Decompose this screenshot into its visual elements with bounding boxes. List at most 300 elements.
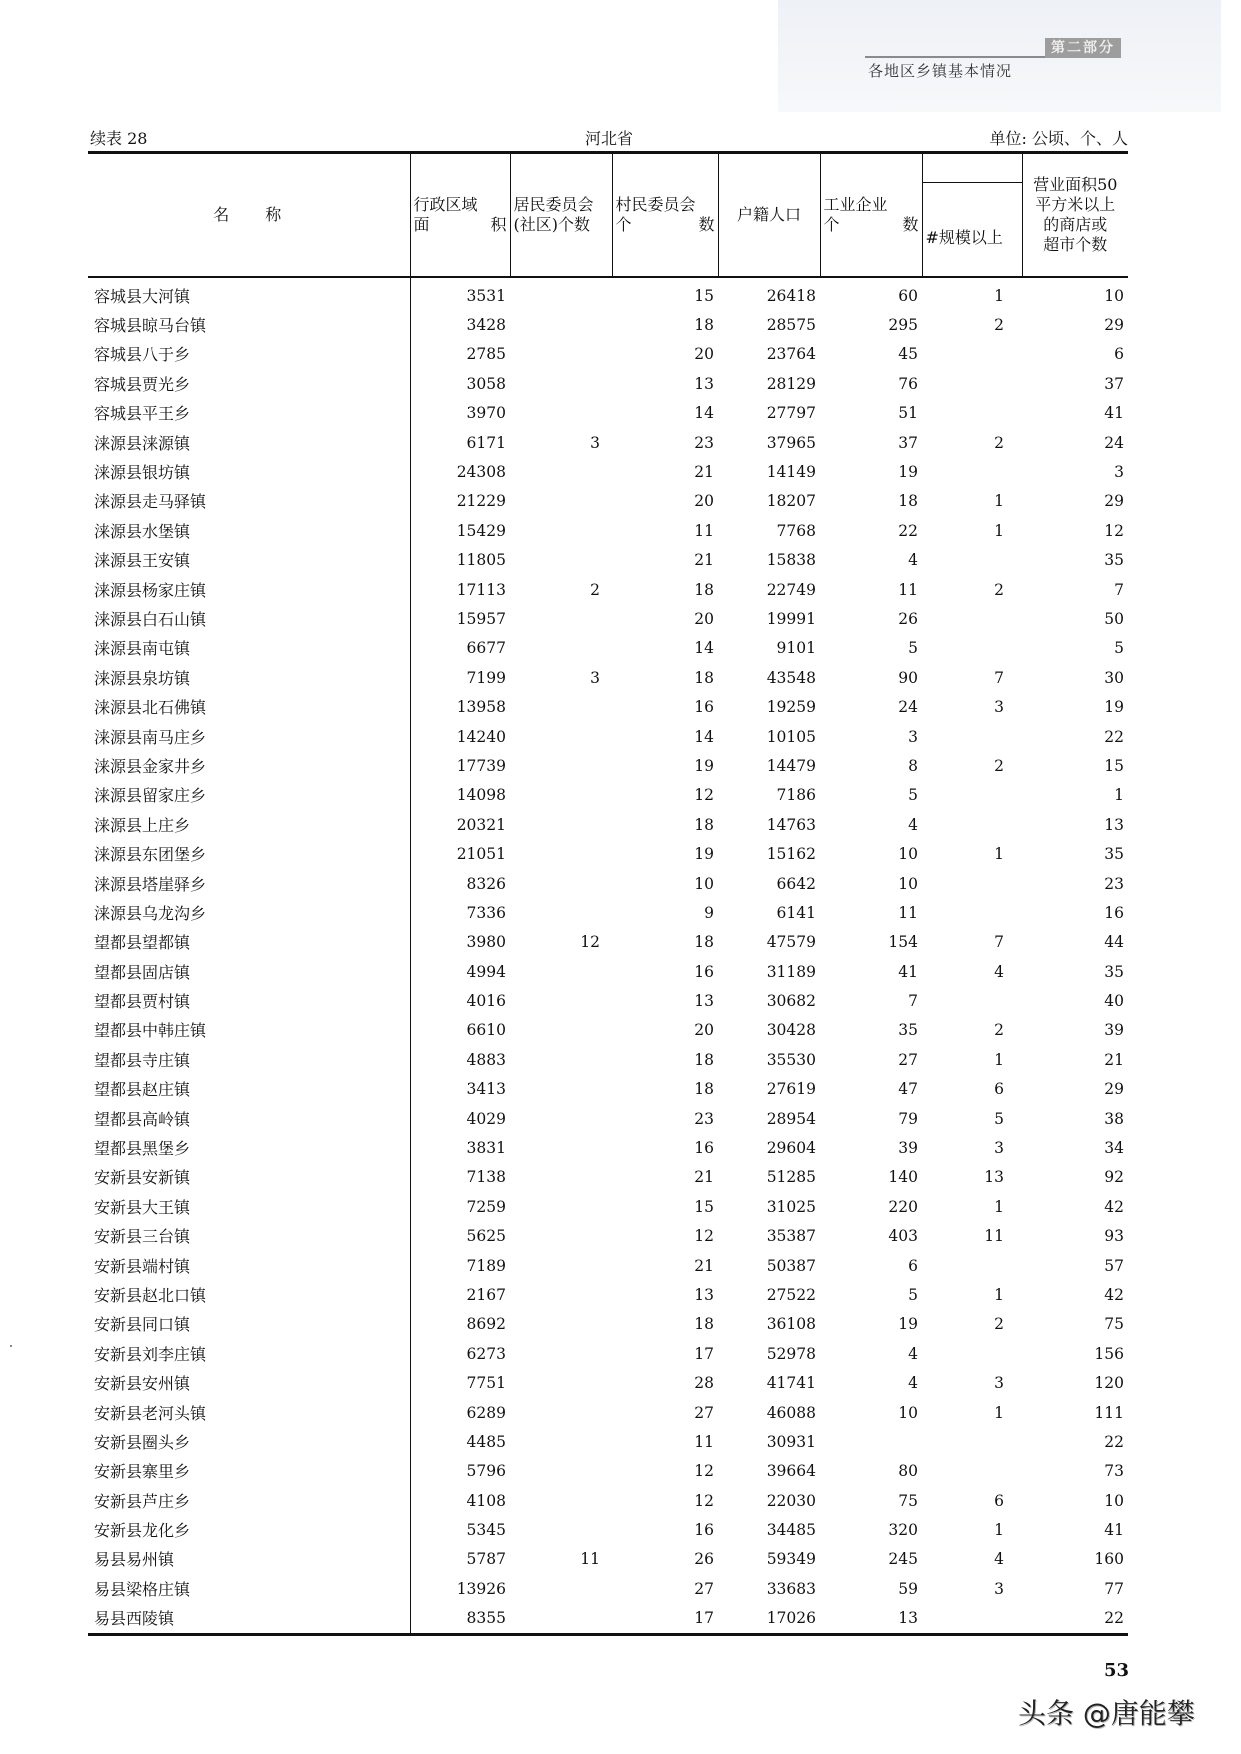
row-name: 涞源县走马驿镇 — [88, 487, 410, 516]
cell-industrial-enterprises: 5 — [908, 1285, 918, 1304]
cell-industrial-enterprises: 10 — [898, 845, 918, 864]
row-name: 涞源县水堡镇 — [88, 517, 410, 546]
row-name: 容城县八于乡 — [88, 340, 410, 369]
cell-population: 14479 — [766, 756, 816, 775]
cell-village-committees: 13 — [694, 992, 714, 1011]
cell-above-scale: 1 — [994, 1197, 1004, 1216]
cell-industrial-enterprises: 10 — [898, 874, 918, 893]
cell-resident-committees: 3 — [590, 433, 600, 452]
table-row — [88, 664, 1128, 693]
cell-shops: 77 — [1104, 1579, 1124, 1598]
cell-above-scale: 1 — [994, 845, 1004, 864]
section-title: 各地区乡镇基本情况 — [868, 62, 1013, 80]
cell-admin-area: 6289 — [466, 1403, 506, 1422]
cell-population: 14149 — [766, 463, 816, 482]
cell-village-committees: 27 — [694, 1579, 714, 1598]
cell-population: 51285 — [766, 1168, 816, 1187]
cell-admin-area: 7189 — [466, 1256, 506, 1275]
row-name: 容城县大河镇 — [88, 277, 410, 311]
cell-village-committees: 19 — [694, 756, 714, 775]
cell-resident-committees — [510, 517, 612, 546]
cell-admin-area: 7259 — [466, 1197, 506, 1216]
cell-above-scale — [922, 811, 1022, 840]
row-name: 涞源县塔崖驿乡 — [88, 869, 410, 898]
cell-admin-area: 5345 — [466, 1521, 506, 1540]
cell-population: 26418 — [766, 286, 816, 305]
cell-industrial-enterprises: 41 — [898, 962, 918, 981]
cell-industrial-enterprises: 19 — [898, 463, 918, 482]
cell-village-committees: 12 — [694, 786, 714, 805]
cell-admin-area: 4994 — [466, 962, 506, 981]
cell-shops: 111 — [1094, 1403, 1124, 1422]
cell-above-scale: 1 — [994, 521, 1004, 540]
cell-above-scale — [922, 1340, 1022, 1369]
cell-village-committees: 26 — [694, 1550, 714, 1569]
scan-speck — [10, 1345, 12, 1347]
cell-resident-committees — [510, 1075, 612, 1104]
cell-shops: 22 — [1104, 1432, 1124, 1451]
row-name: 涞源县杨家庄镇 — [88, 575, 410, 604]
cell-industrial-enterprises: 24 — [898, 698, 918, 717]
cell-shops: 73 — [1104, 1462, 1124, 1481]
cell-admin-area: 6273 — [466, 1344, 506, 1363]
row-name: 涞源县东团堡乡 — [88, 840, 410, 869]
cell-above-scale: 2 — [994, 316, 1004, 335]
table-row — [88, 1046, 1128, 1075]
cell-above-scale: 2 — [994, 1315, 1004, 1334]
row-name: 涞源县留家庄乡 — [88, 781, 410, 810]
row-name: 望都县寺庄镇 — [88, 1046, 410, 1075]
cell-population: 22749 — [766, 580, 816, 599]
cell-village-committees: 27 — [694, 1403, 714, 1422]
cell-shops: 24 — [1104, 433, 1124, 452]
table-row — [88, 340, 1128, 369]
cell-industrial-enterprises: 7 — [908, 992, 918, 1011]
cell-above-scale: 3 — [994, 1579, 1004, 1598]
watermark: 头条 @唐能攀 — [1018, 1697, 1195, 1730]
cell-admin-area: 15957 — [456, 609, 506, 628]
cell-above-scale — [922, 781, 1022, 810]
cell-above-scale: 3 — [994, 698, 1004, 717]
table-row — [88, 1075, 1128, 1104]
cell-above-scale — [922, 340, 1022, 369]
cell-above-scale: 11 — [984, 1227, 1004, 1246]
row-name: 望都县固店镇 — [88, 957, 410, 986]
page-number: 53 — [1104, 1660, 1130, 1681]
cell-industrial-enterprises: 60 — [898, 286, 918, 305]
cell-village-committees: 17 — [694, 1344, 714, 1363]
cell-admin-area: 7336 — [466, 903, 506, 922]
cell-population: 43548 — [766, 668, 816, 687]
cell-above-scale — [922, 370, 1022, 399]
cell-resident-committees — [510, 899, 612, 928]
cell-shops: 6 — [1114, 345, 1124, 364]
cell-above-scale: 2 — [994, 580, 1004, 599]
cell-industrial-enterprises: 13 — [820, 1604, 922, 1635]
cell-above-scale: 2 — [994, 433, 1004, 452]
cell-population: 27619 — [766, 1080, 816, 1099]
cell-shops: 35 — [1104, 845, 1124, 864]
row-name: 涞源县王安镇 — [88, 546, 410, 575]
cell-village-committees: 17 — [612, 1604, 718, 1635]
cell-admin-area: 8355 — [410, 1604, 510, 1635]
cell-shops: 21 — [1104, 1050, 1124, 1069]
table-row — [88, 811, 1128, 840]
cell-resident-committees — [510, 1134, 612, 1163]
row-name: 容城县晾马台镇 — [88, 311, 410, 340]
cell-village-committees: 23 — [694, 433, 714, 452]
cell-industrial-enterprises: 245 — [888, 1550, 918, 1569]
cell-shops: 16 — [1104, 903, 1124, 922]
cell-population: 31025 — [766, 1197, 816, 1216]
cell-industrial-enterprises: 47 — [898, 1080, 918, 1099]
table-row — [88, 605, 1128, 634]
cell-village-committees: 10 — [694, 874, 714, 893]
cell-industrial-enterprises: 403 — [888, 1227, 918, 1246]
cell-above-scale: 5 — [994, 1109, 1004, 1128]
cell-admin-area: 4485 — [466, 1432, 506, 1451]
cell-admin-area: 14098 — [456, 786, 506, 805]
cell-population: 14763 — [766, 815, 816, 834]
cell-shops: 38 — [1104, 1109, 1124, 1128]
cell-shops: 40 — [1104, 992, 1124, 1011]
cell-industrial-enterprises: 220 — [888, 1197, 918, 1216]
cell-above-scale: 1 — [994, 1050, 1004, 1069]
cell-above-scale: 3 — [994, 1139, 1004, 1158]
cell-village-committees: 16 — [694, 1139, 714, 1158]
table-row — [88, 634, 1128, 663]
cell-industrial-enterprises: 4 — [908, 1344, 918, 1363]
cell-above-scale: 1 — [994, 1403, 1004, 1422]
cell-above-scale — [922, 458, 1022, 487]
cell-above-scale — [922, 546, 1022, 575]
cell-population: 36108 — [766, 1315, 816, 1334]
cell-resident-committees — [510, 1104, 612, 1133]
running-header-rule — [865, 56, 1045, 58]
cell-village-committees: 18 — [694, 815, 714, 834]
cell-resident-committees — [510, 1016, 612, 1045]
cell-above-scale: 2 — [994, 1021, 1004, 1040]
cell-admin-area: 5787 — [466, 1550, 506, 1569]
cell-population: 46088 — [766, 1403, 816, 1422]
cell-admin-area: 3413 — [466, 1080, 506, 1099]
cell-admin-area: 7138 — [466, 1168, 506, 1187]
table-row — [88, 928, 1128, 957]
cell-resident-committees — [510, 370, 612, 399]
cell-admin-area: 2167 — [466, 1285, 506, 1304]
cell-village-committees: 18 — [694, 580, 714, 599]
cell-industrial-enterprises: 76 — [898, 374, 918, 393]
cell-village-committees: 18 — [694, 933, 714, 952]
table-row — [88, 1457, 1128, 1486]
cell-resident-committees — [510, 1163, 612, 1192]
cell-resident-committees — [510, 634, 612, 663]
table-row — [88, 575, 1128, 604]
cell-above-scale: 1 — [994, 286, 1004, 305]
cell-resident-committees — [510, 277, 612, 311]
cell-above-scale — [922, 899, 1022, 928]
row-name: 安新县赵北口镇 — [88, 1281, 410, 1310]
table-row — [88, 1104, 1128, 1133]
cell-above-scale: 1 — [994, 492, 1004, 511]
cell-population: 18207 — [766, 492, 816, 511]
cell-admin-area: 17113 — [456, 580, 506, 599]
table-row — [88, 458, 1128, 487]
cell-village-committees: 15 — [694, 286, 714, 305]
cell-village-committees: 12 — [694, 1227, 714, 1246]
cell-industrial-enterprises: 27 — [898, 1050, 918, 1069]
cell-resident-committees — [510, 487, 612, 516]
table-caption — [90, 126, 1128, 150]
cell-industrial-enterprises: 4 — [908, 815, 918, 834]
cell-population: 37965 — [766, 433, 816, 452]
cell-population: 31189 — [766, 962, 816, 981]
row-name: 安新县龙化乡 — [88, 1516, 410, 1545]
cell-admin-area: 13926 — [456, 1579, 506, 1598]
cell-shops: 37 — [1104, 374, 1124, 393]
cell-industrial-enterprises: 10 — [898, 1403, 918, 1422]
row-name: 安新县老河头镇 — [88, 1398, 410, 1427]
part-badge: 第二部分 — [1045, 38, 1121, 58]
cell-population: 10105 — [766, 727, 816, 746]
cell-resident-committees — [510, 1340, 612, 1369]
row-name: 安新县三台镇 — [88, 1222, 410, 1251]
cell-admin-area: 3831 — [466, 1139, 506, 1158]
cell-shops: 93 — [1104, 1227, 1124, 1246]
cell-population: 50387 — [766, 1256, 816, 1275]
cell-resident-committees — [510, 546, 612, 575]
cell-village-committees: 21 — [694, 463, 714, 482]
cell-shops: 34 — [1104, 1139, 1124, 1158]
cell-shops: 7 — [1114, 580, 1124, 599]
cell-village-committees: 16 — [694, 698, 714, 717]
table-row — [88, 517, 1128, 546]
cell-resident-committees — [510, 1516, 612, 1545]
cell-above-scale — [922, 605, 1022, 634]
cell-population: 35530 — [766, 1050, 816, 1069]
cell-admin-area: 8692 — [466, 1315, 506, 1334]
cell-population: 9101 — [776, 639, 816, 658]
row-name: 安新县圈头乡 — [88, 1428, 410, 1457]
cell-resident-committees — [510, 840, 612, 869]
cell-admin-area: 3970 — [466, 404, 506, 423]
header-village-committees: 村民委员会 个 数 — [612, 153, 718, 277]
row-name: 涞源县上庄乡 — [88, 811, 410, 840]
cell-industrial-enterprises: 4 — [908, 551, 918, 570]
cell-village-committees: 14 — [694, 727, 714, 746]
cell-resident-committees — [510, 1281, 612, 1310]
cell-shops: 41 — [1104, 1521, 1124, 1540]
cell-resident-committees — [510, 1428, 612, 1457]
table-row — [88, 399, 1128, 428]
cell-shops: 5 — [1114, 639, 1124, 658]
cell-population: 39664 — [766, 1462, 816, 1481]
header-name: 名称 — [88, 153, 410, 277]
row-name: 望都县中韩庄镇 — [88, 1016, 410, 1045]
cell-shops: 42 — [1104, 1285, 1124, 1304]
cell-industrial-enterprises: 4 — [908, 1374, 918, 1393]
cell-admin-area: 4016 — [466, 992, 506, 1011]
cell-village-committees: 21 — [694, 1256, 714, 1275]
cell-above-scale — [922, 1428, 1022, 1457]
table-row — [88, 781, 1128, 810]
cell-village-committees: 18 — [694, 668, 714, 687]
cell-industrial-enterprises: 140 — [888, 1168, 918, 1187]
cell-admin-area: 15429 — [456, 521, 506, 540]
cell-village-committees: 20 — [694, 1021, 714, 1040]
table-row — [88, 693, 1128, 722]
table-row — [88, 1487, 1128, 1516]
table-row — [88, 370, 1128, 399]
cell-population: 30931 — [766, 1432, 816, 1451]
cell-admin-area: 24308 — [456, 463, 506, 482]
table-row — [88, 722, 1128, 751]
cell-shops: 22 — [1022, 1604, 1128, 1635]
table-row — [88, 869, 1128, 898]
table-row — [88, 428, 1128, 457]
cell-industrial-enterprises: 3 — [908, 727, 918, 746]
header-registered-population: 户籍人口 — [718, 153, 820, 277]
cell-population: 35387 — [766, 1227, 816, 1246]
sub-header-rule — [922, 182, 1022, 183]
cell-shops: 160 — [1094, 1550, 1124, 1569]
row-name: 涞源县乌龙沟乡 — [88, 899, 410, 928]
row-name: 望都县望都镇 — [88, 928, 410, 957]
row-name: 安新县端村镇 — [88, 1251, 410, 1280]
cell-population: 47579 — [766, 933, 816, 952]
cell-resident-committees: 11 — [580, 1550, 600, 1569]
cell-admin-area: 11805 — [456, 551, 506, 570]
cell-industrial-enterprises: 5 — [908, 786, 918, 805]
cell-above-scale — [922, 869, 1022, 898]
cell-population: 33683 — [766, 1579, 816, 1598]
cell-industrial-enterprises: 35 — [898, 1021, 918, 1040]
table-row — [88, 1575, 1128, 1604]
cell-resident-committees — [510, 1193, 612, 1222]
cell-resident-committees — [510, 722, 612, 751]
cell-shops: 30 — [1104, 668, 1124, 687]
row-name: 容城县平王乡 — [88, 399, 410, 428]
cell-population: 23764 — [766, 345, 816, 364]
cell-population: 6141 — [776, 903, 816, 922]
header-resident-committees: 居民委员会 (社区)个数 — [510, 153, 612, 277]
cell-industrial-enterprises: 26 — [898, 609, 918, 628]
cell-population: 17026 — [718, 1604, 820, 1635]
cell-village-committees: 18 — [694, 1080, 714, 1099]
table-label: 续表 28 — [90, 129, 148, 148]
cell-industrial-enterprises: 5 — [908, 639, 918, 658]
cell-industrial-enterprises: 90 — [898, 668, 918, 687]
table-row — [88, 1545, 1128, 1574]
cell-shops: 92 — [1104, 1168, 1124, 1187]
cell-population: 7768 — [776, 521, 816, 540]
cell-admin-area: 3531 — [466, 286, 506, 305]
cell-admin-area: 7199 — [466, 668, 506, 687]
cell-resident-committees — [510, 340, 612, 369]
table-row — [88, 546, 1128, 575]
cell-resident-committees — [510, 781, 612, 810]
cell-shops: 22 — [1104, 727, 1124, 746]
cell-population: 59349 — [766, 1550, 816, 1569]
cell-population: 28129 — [766, 374, 816, 393]
cell-resident-committees — [510, 1251, 612, 1280]
cell-resident-committees — [510, 1604, 612, 1635]
table-row — [88, 1281, 1128, 1310]
cell-village-committees: 13 — [694, 1285, 714, 1304]
table-row — [88, 1163, 1128, 1192]
province-title: 河北省 — [585, 129, 634, 148]
cell-industrial-enterprises: 19 — [898, 1315, 918, 1334]
cell-population: 19991 — [766, 609, 816, 628]
table-row — [88, 1516, 1128, 1545]
cell-shops: 15 — [1104, 756, 1124, 775]
cell-industrial-enterprises: 80 — [898, 1462, 918, 1481]
table-row — [88, 1369, 1128, 1398]
row-name: 安新县同口镇 — [88, 1310, 410, 1339]
cell-shops: 57 — [1104, 1256, 1124, 1275]
cell-admin-area: 5625 — [466, 1227, 506, 1246]
cell-industrial-enterprises: 37 — [898, 433, 918, 452]
cell-resident-committees — [510, 987, 612, 1016]
cell-admin-area: 8326 — [466, 874, 506, 893]
cell-shops: 75 — [1104, 1315, 1124, 1334]
cell-village-committees: 18 — [694, 1315, 714, 1334]
table-header-row — [88, 153, 1128, 277]
cell-industrial-enterprises: 75 — [898, 1491, 918, 1510]
cell-industrial-enterprises: 22 — [898, 521, 918, 540]
row-name: 涞源县涞源镇 — [88, 428, 410, 457]
row-name: 易县梁格庄镇 — [88, 1575, 410, 1604]
cell-population: 29604 — [766, 1139, 816, 1158]
header-admin-area: 行政区域 面 积 — [410, 153, 510, 277]
cell-village-committees: 19 — [694, 845, 714, 864]
cell-population: 15838 — [766, 551, 816, 570]
cell-industrial-enterprises: 6 — [908, 1256, 918, 1275]
cell-resident-committees — [510, 399, 612, 428]
row-name: 安新县安新镇 — [88, 1163, 410, 1192]
table-row — [88, 840, 1128, 869]
cell-shops: 50 — [1104, 609, 1124, 628]
cell-population: 41741 — [766, 1374, 816, 1393]
unit-label: 单位: 公顷、个、人 — [989, 129, 1128, 148]
cell-admin-area: 4029 — [466, 1109, 506, 1128]
cell-shops: 12 — [1104, 521, 1124, 540]
cell-admin-area: 21229 — [456, 492, 506, 511]
cell-shops: 44 — [1104, 933, 1124, 952]
table-row — [88, 1251, 1128, 1280]
cell-village-committees: 20 — [694, 492, 714, 511]
cell-admin-area: 4108 — [466, 1491, 506, 1510]
cell-above-scale — [922, 987, 1022, 1016]
cell-resident-committees — [510, 605, 612, 634]
row-name: 涞源县金家井乡 — [88, 752, 410, 781]
cell-admin-area: 21051 — [456, 845, 506, 864]
cell-village-committees: 15 — [694, 1197, 714, 1216]
cell-village-committees: 11 — [694, 1432, 714, 1451]
cell-resident-committees — [510, 1457, 612, 1486]
cell-above-scale — [922, 1604, 1022, 1635]
cell-admin-area: 13958 — [456, 698, 506, 717]
table-row — [88, 1340, 1128, 1369]
header-above-scale: #规模以上 — [922, 153, 1022, 277]
cell-village-committees: 23 — [694, 1109, 714, 1128]
cell-shops: 19 — [1104, 698, 1124, 717]
cell-resident-committees — [510, 1046, 612, 1075]
row-name: 易县易州镇 — [88, 1545, 410, 1574]
table-body — [88, 277, 1128, 1635]
table-row — [88, 1428, 1128, 1457]
cell-village-committees: 11 — [694, 521, 714, 540]
